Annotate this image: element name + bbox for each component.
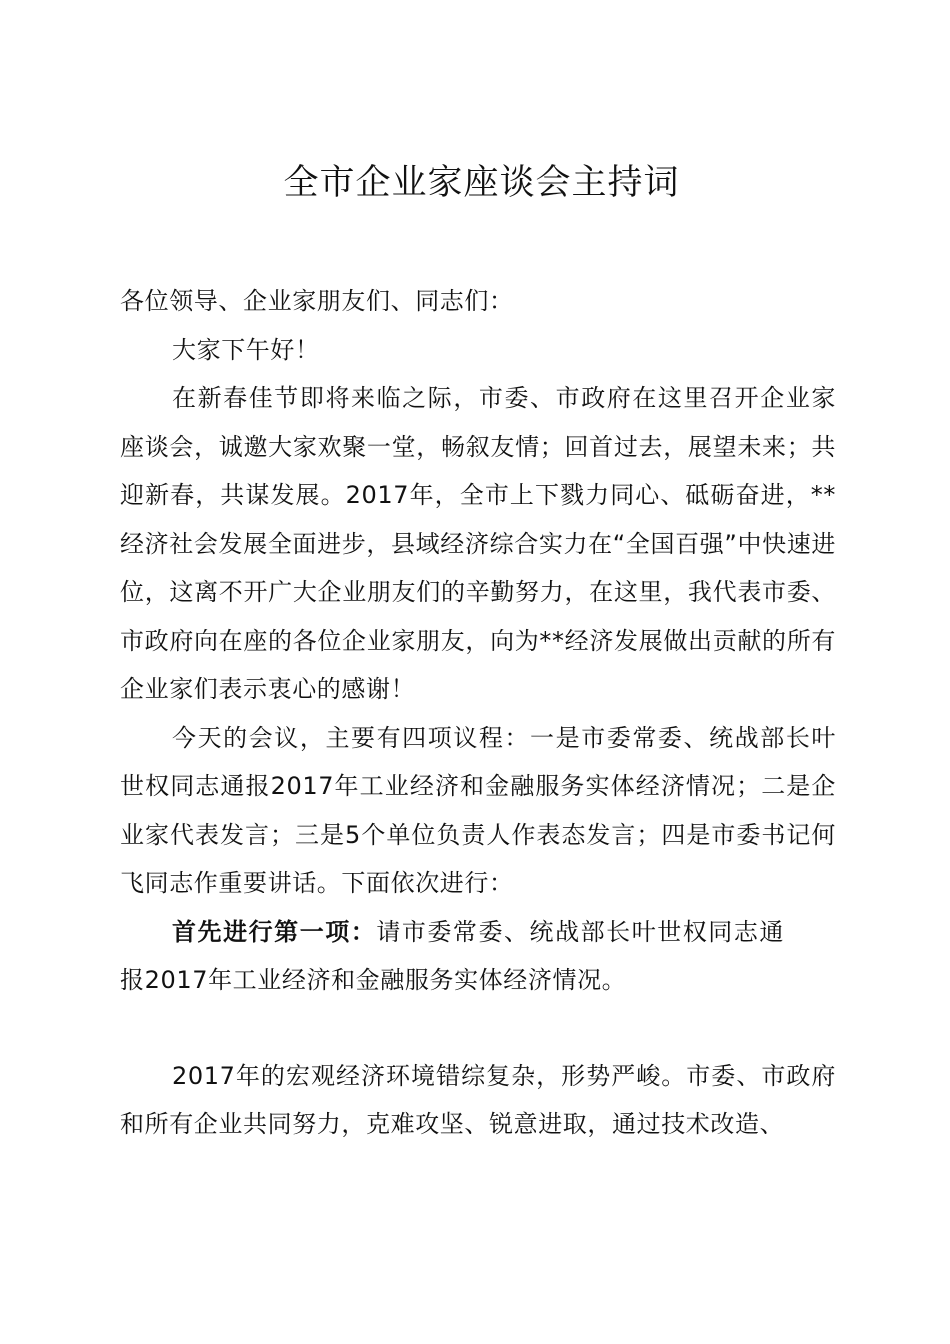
- greeting: 大家下午好！: [172, 335, 320, 364]
- agenda-paragraph: 今天的会议，主要有四项议程：一是市委常委、统战部长叶世权同志通报2017年工业经济和金融服务实体经济情况；二是企业家代表发言；三是5个单位负责人作表态发言；四是市委书记何飞同志作重要讲话。下面依次进行：: [120, 723, 836, 897]
- opening-paragraph: 在新春佳节即将来临之际，市委、市政府在这里召开企业家座谈会，诚邀大家欢聚一堂，畅叙友情；回首过去，展望未来；共迎新春，共谋发展。2017年，全市上下戮力同心、砥砺奋进，**经济社会发展全面进步，县域经济综合实力在“全国百强”中快速进位，这离不开广大企业朋友们的辛勤努力，在这里，我代表市委、市政府向在座的各位企业家朋友，向为**经济发展做出贡献的所有企业家们表示衷心的感谢！: [120, 384, 836, 703]
- salutation: 各位领导、企业家朋友们、同志们：: [120, 287, 514, 315]
- first-item-paragraph: [120, 908, 836, 1005]
- document-title: 全市企业家座谈会主持词: [283, 163, 680, 203]
- economy-paragraph: 2017年的宏观经济环境错综复杂，形势严峻。市委、市政府和所有企业共同努力，克难攻坚、锐意进取，通过技术改造、: [120, 1061, 836, 1138]
- first-item-text: 请市委常委、统战部长叶世权同志通报2017年工业经济和金融服务实体经济情况。: [120, 917, 784, 994]
- first-item-label: 首先进行第一项：: [172, 917, 377, 946]
- document-body: [120, 277, 836, 1149]
